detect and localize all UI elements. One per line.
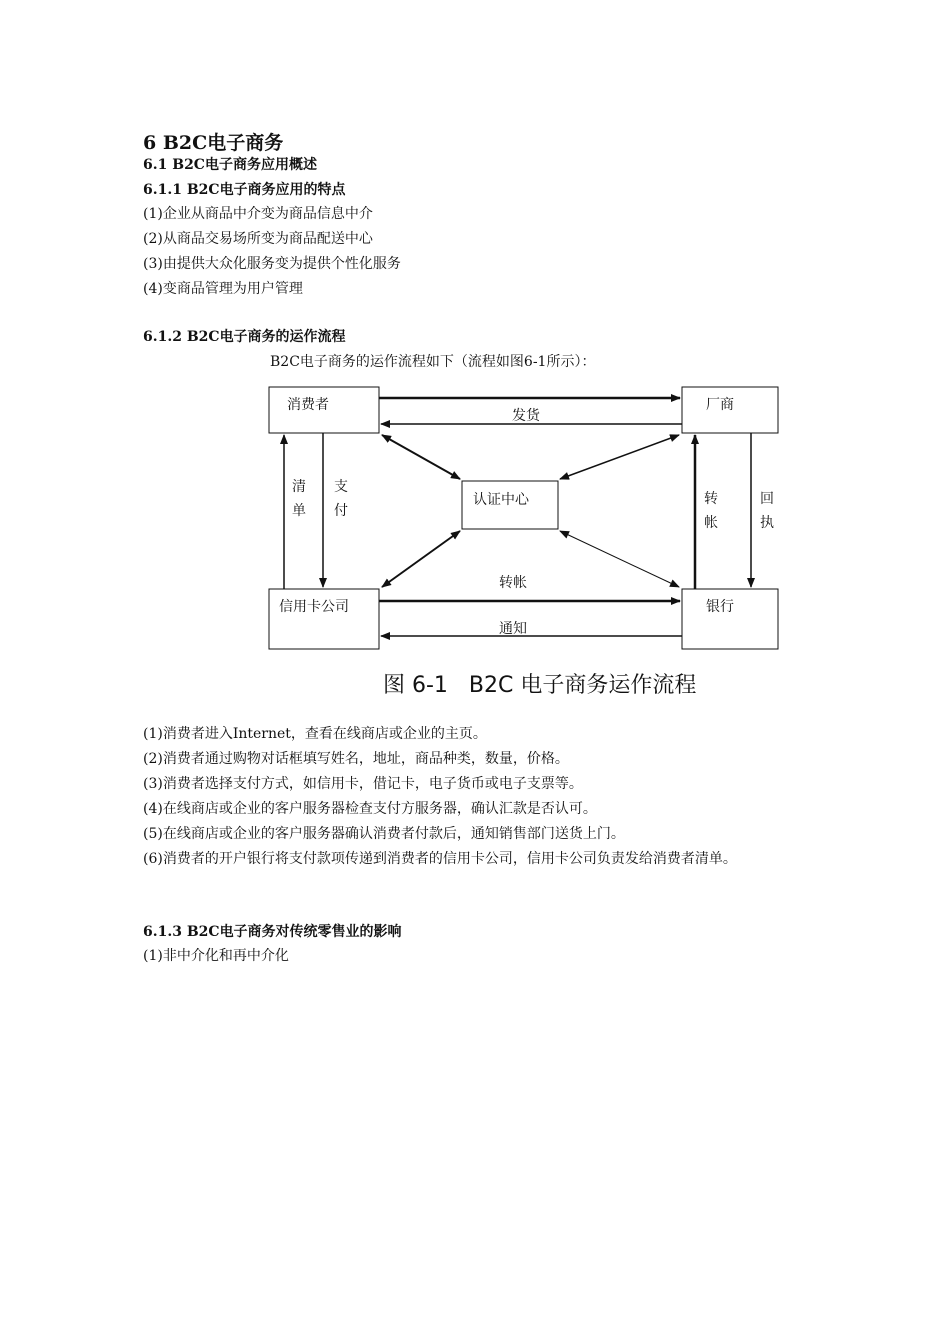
- flow-step-5: (5)在线商店或企业的客户服务器确认消费者付款后，通知销售部门送货上门。: [143, 826, 625, 842]
- node-card-company-label: 信用卡公司: [279, 599, 349, 615]
- edge-notify-label: 通知: [499, 621, 527, 637]
- section-6-1-3-title: 6.1.3 B2C电子商务对传统零售业的影响: [143, 924, 402, 940]
- arrow-card-ca: [382, 531, 460, 587]
- node-vendor: [682, 387, 778, 433]
- feature-item-1: (1)企业从商品中介变为商品信息中介: [143, 206, 373, 222]
- flow-step-4: (4)在线商店或企业的客户服务器检查支付方服务器，确认汇款是否认可。: [143, 801, 597, 817]
- edge-pay-label-2: 付: [334, 503, 348, 519]
- arrow-vendor-ca: [560, 435, 679, 479]
- arrow-bank-ca: [560, 531, 679, 587]
- edge-ship-label: 发货: [512, 408, 540, 424]
- node-card-company: [269, 589, 379, 649]
- section-6-1-2-title: 6.1.2 B2C电子商务的运作流程: [143, 329, 346, 345]
- flow-step-2: (2)消费者通过购物对话框填写姓名，地址，商品种类，数量，价格。: [143, 751, 569, 767]
- node-consumer: [269, 387, 379, 433]
- feature-item-3: (3)由提供大众化服务变为提供个性化服务: [143, 256, 401, 272]
- b2c-flow-diagram: [262, 380, 792, 655]
- figure-caption: 图 6-1 B2C 电子商务运作流程: [383, 673, 697, 698]
- chapter-title: 6 B2C电子商务: [143, 132, 284, 154]
- flow-step-1: (1)消费者进入Internet，查看在线商店或企业的主页。: [143, 726, 487, 742]
- flow-step-6: (6)消费者的开户银行将支付款项传递到消费者的信用卡公司，信用卡公司负责发给消费者清单。: [143, 851, 737, 867]
- edge-pay-label-1: 支: [334, 479, 348, 495]
- section-6-1-title: 6.1 B2C电子商务应用概述: [143, 157, 317, 173]
- edge-receipt-label-2: 执: [760, 515, 774, 531]
- edge-list-label-1: 清: [292, 479, 306, 495]
- node-bank: [682, 589, 778, 649]
- feature-item-2: (2)从商品交易场所变为商品配送中心: [143, 231, 373, 247]
- arrow-consumer-ca: [382, 435, 460, 479]
- node-ca: [462, 481, 558, 529]
- edge-receipt-label-1: 回: [760, 491, 774, 507]
- edge-transfer-label: 转帐: [499, 575, 527, 591]
- edge-transfer-v-label-2: 帐: [704, 515, 718, 531]
- section-6-1-1-title: 6.1.1 B2C电子商务应用的特点: [143, 182, 346, 198]
- feature-item-4: (4)变商品管理为用户管理: [143, 281, 303, 297]
- node-consumer-label: 消费者: [287, 397, 329, 413]
- node-vendor-label: 厂商: [706, 397, 734, 413]
- node-bank-label: 银行: [706, 599, 734, 615]
- flow-intro: B2C电子商务的运作流程如下（流程如图6-1所示）：: [270, 354, 596, 370]
- edge-list-label-2: 单: [292, 503, 306, 519]
- node-ca-label: 认证中心: [473, 492, 529, 508]
- flow-step-3: (3)消费者选择支付方式，如信用卡，借记卡，电子货币或电子支票等。: [143, 776, 583, 792]
- edge-transfer-v-label-1: 转: [704, 491, 718, 507]
- impact-item-1: (1)非中介化和再中介化: [143, 948, 289, 964]
